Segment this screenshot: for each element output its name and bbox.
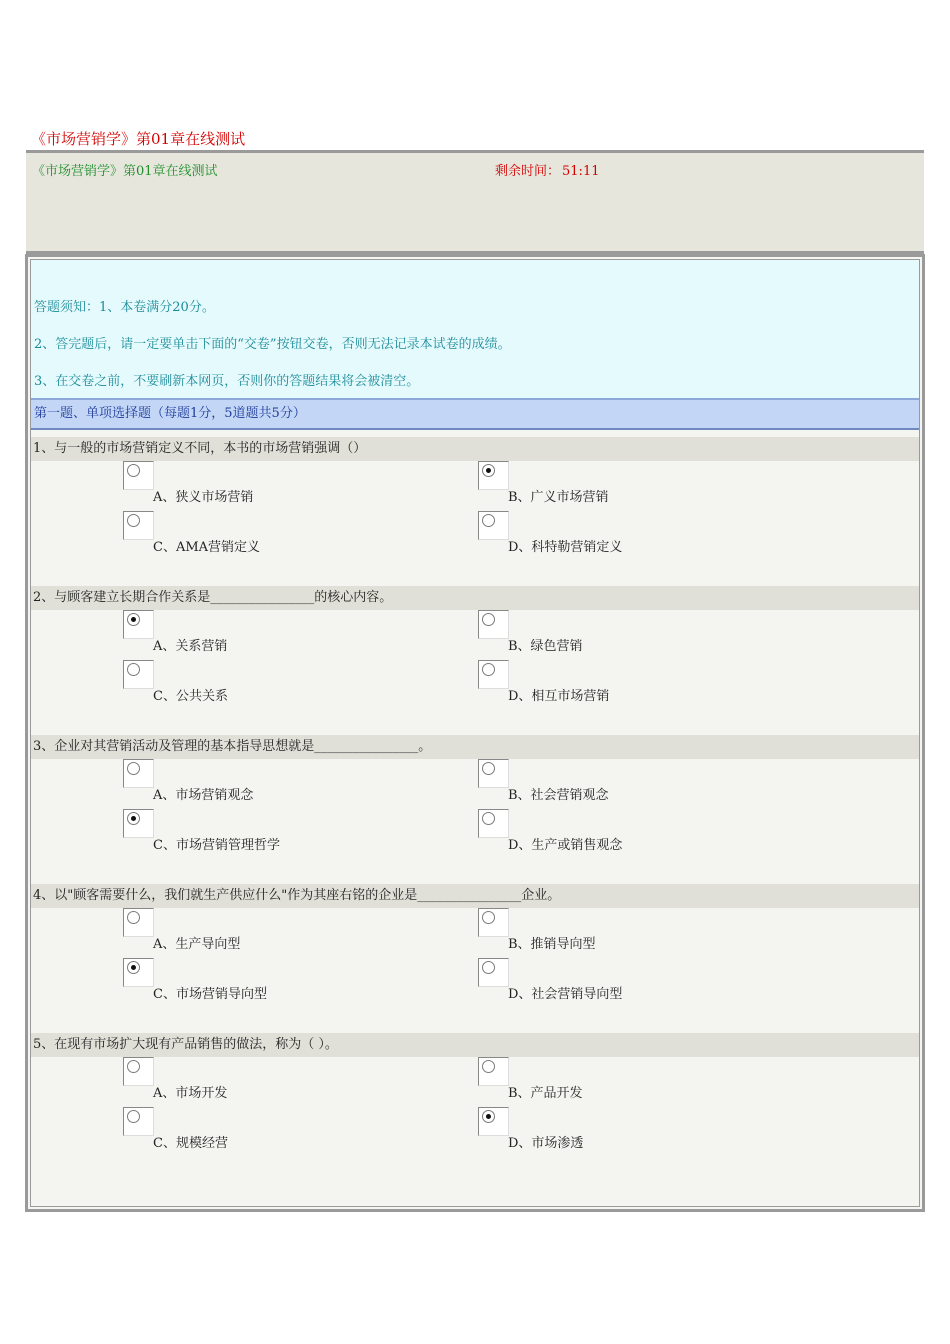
radio-q1-c[interactable] [123, 511, 154, 540]
radio-q5-d[interactable] [478, 1107, 509, 1136]
option-q2-a: A、关系营销 [153, 639, 228, 654]
option-q3-b: B、社会营销观念 [508, 788, 609, 803]
radio-q2-d[interactable] [478, 660, 509, 689]
instructions-box [31, 260, 919, 399]
radio-circle-icon [127, 514, 140, 527]
radio-circle-icon [127, 613, 140, 626]
radio-q4-b[interactable] [478, 908, 509, 937]
instruction-3: 3、在交卷之前，不要刷新本网页，否则你的答题结果将会被清空。 [34, 374, 420, 389]
instruction-2: 2、答完题后，请一定要单击下面的“交卷”按钮交卷，否则无法记录本试卷的成绩。 [34, 337, 511, 352]
option-q2-c: C、公共关系 [153, 689, 228, 704]
option-q1-b: B、广义市场营销 [508, 490, 609, 505]
radio-circle-icon [127, 1110, 140, 1123]
option-q4-c: C、市场营销导向型 [153, 987, 267, 1002]
radio-circle-icon [482, 812, 495, 825]
radio-q5-c[interactable] [123, 1107, 154, 1136]
radio-circle-icon [482, 464, 495, 477]
option-q4-b: B、推销导向型 [508, 937, 596, 952]
quiz-panel [25, 254, 925, 1212]
radio-q3-d[interactable] [478, 809, 509, 838]
radio-q4-d[interactable] [478, 958, 509, 987]
radio-circle-icon [127, 663, 140, 676]
radio-q3-b[interactable] [478, 759, 509, 788]
radio-circle-icon [482, 663, 495, 676]
question-1: 1、与一般的市场营销定义不同，本书的市场营销强调（） [31, 437, 919, 461]
page-title: 《市场营销学》第01章在线测试 [31, 130, 246, 148]
question-4: 4、以"顾客需要什么，我们就生产供应什么"作为其座右铭的企业是________________企业。 [31, 884, 919, 908]
option-q5-c: C、规模经营 [153, 1136, 228, 1151]
option-q2-d: D、相互市场营销 [508, 689, 610, 704]
option-q3-a: A、市场营销观念 [153, 788, 254, 803]
section-title: 第一题、单项选择题（每题1分，5道题共5分） [31, 398, 919, 430]
header-title: 《市场营销学》第01章在线测试 [32, 164, 218, 179]
radio-q4-a[interactable] [123, 908, 154, 937]
question-2: 2、与顾客建立长期合作关系是________________的核心内容。 [31, 586, 919, 610]
radio-q1-a[interactable] [123, 461, 154, 490]
question-5: 5、在现有市场扩大现有产品销售的做法，称为（ ）。 [31, 1033, 919, 1057]
radio-circle-icon [482, 514, 495, 527]
radio-circle-icon [127, 812, 140, 825]
remaining-time [493, 160, 599, 179]
radio-q2-b[interactable] [478, 610, 509, 639]
option-q5-a: A、市场开发 [153, 1086, 228, 1101]
option-q1-c: C、AMA营销定义 [153, 540, 261, 555]
radio-circle-icon [482, 961, 495, 974]
radio-q1-b[interactable] [478, 461, 509, 490]
radio-circle-icon [482, 762, 495, 775]
radio-q3-a[interactable] [123, 759, 154, 788]
time-value: 51:11 [562, 164, 600, 179]
option-q4-d: D、社会营销导向型 [508, 987, 623, 1002]
radio-circle-icon [127, 961, 140, 974]
question-3: 3、企业对其营销活动及管理的基本指导思想就是________________。 [31, 735, 919, 759]
option-q1-a: A、狭义市场营销 [153, 490, 254, 505]
radio-q5-a[interactable] [123, 1057, 154, 1086]
option-q5-d: D、市场渗透 [508, 1136, 584, 1151]
quiz-inner [30, 259, 920, 1207]
option-q3-d: D、生产或销售观念 [508, 838, 623, 853]
instruction-1: 答题须知：1、本卷满分20分。 [34, 300, 215, 315]
time-label: 剩余时间： [495, 164, 561, 179]
option-q5-b: B、产品开发 [508, 1086, 583, 1101]
radio-q3-c[interactable] [123, 809, 154, 838]
option-q3-c: C、市场营销管理哲学 [153, 838, 280, 853]
radio-q4-c[interactable] [123, 958, 154, 987]
radio-circle-icon [127, 911, 140, 924]
radio-circle-icon [482, 613, 495, 626]
radio-circle-icon [482, 1110, 495, 1123]
radio-circle-icon [127, 762, 140, 775]
radio-circle-icon [127, 464, 140, 477]
option-q4-a: A、生产导向型 [153, 937, 241, 952]
radio-circle-icon [482, 911, 495, 924]
radio-q5-b[interactable] [478, 1057, 509, 1086]
radio-q2-a[interactable] [123, 610, 154, 639]
radio-q1-d[interactable] [478, 511, 509, 540]
option-q1-d: D、科特勒营销定义 [508, 540, 623, 555]
quiz-header [26, 150, 924, 254]
option-q2-b: B、绿色营销 [508, 639, 583, 654]
radio-q2-c[interactable] [123, 660, 154, 689]
radio-circle-icon [127, 1060, 140, 1073]
radio-circle-icon [482, 1060, 495, 1073]
